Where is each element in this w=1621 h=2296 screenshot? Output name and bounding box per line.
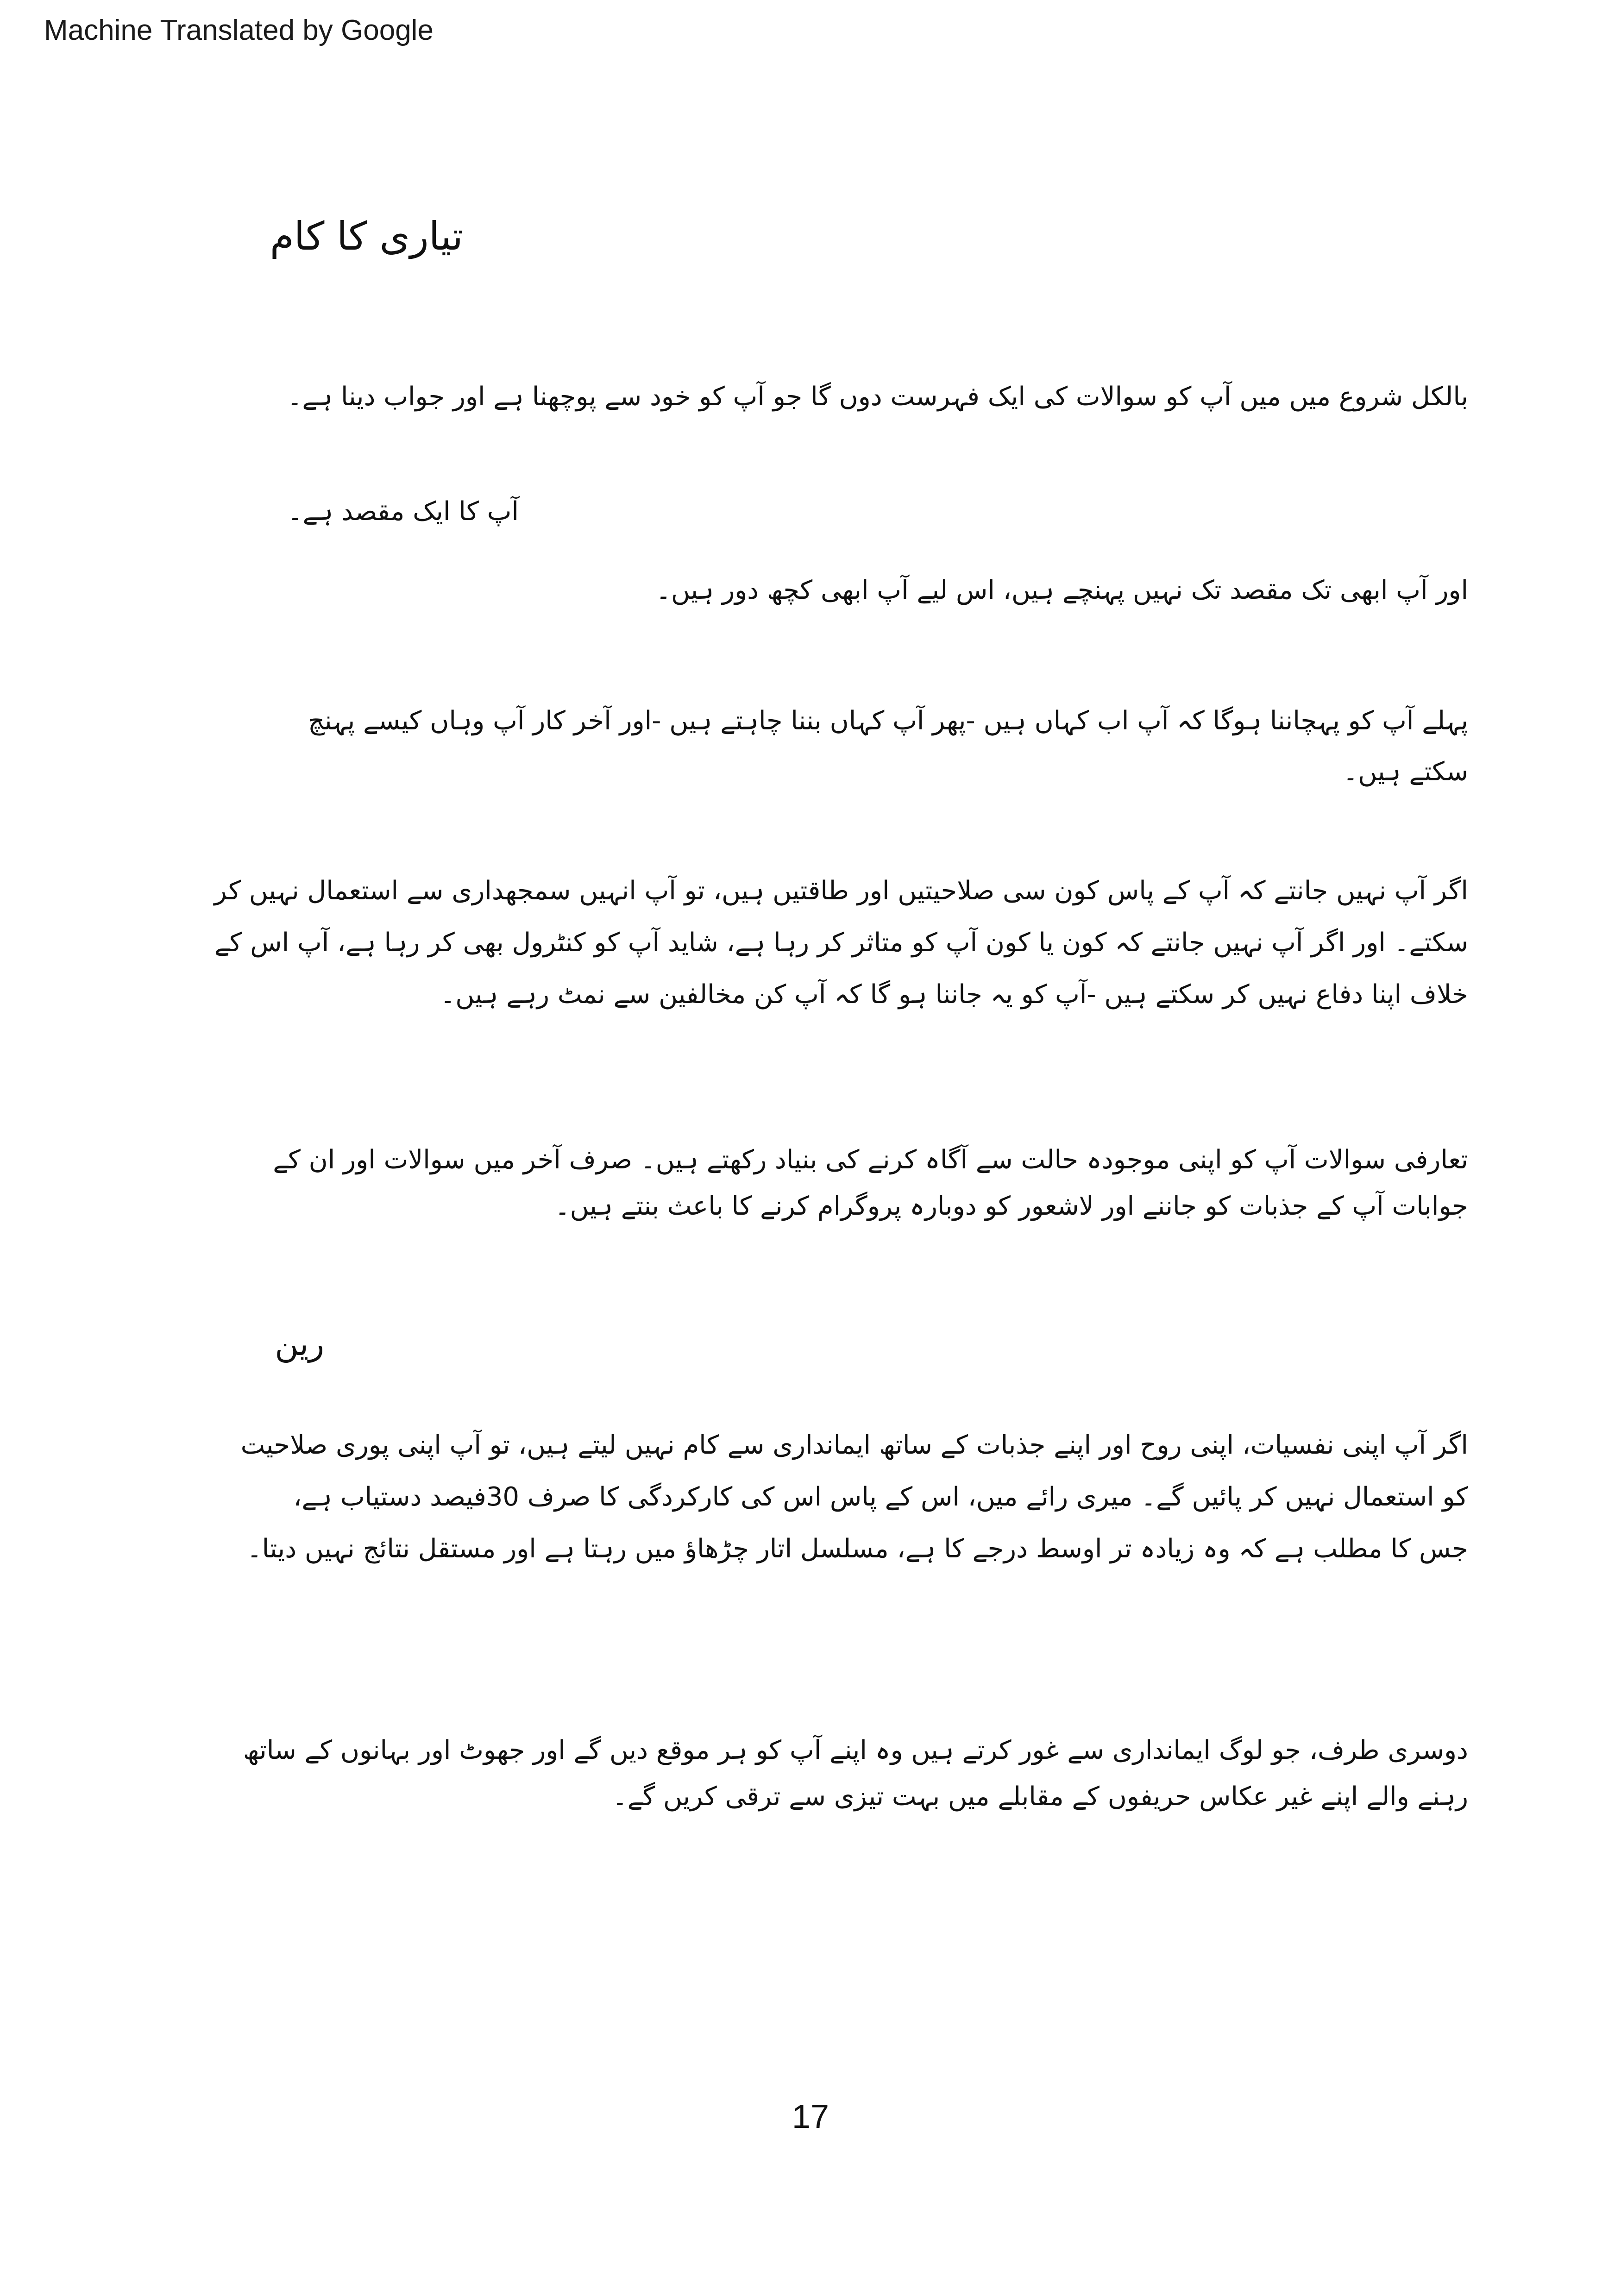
paragraph-honesty: اگر آپ اپنی نفسیات، اپنی روح اور اپنے جذبات کے ساتھ ایمانداری سے کام نہیں لیتے ہیں، تو آپ اپنی پوری صلاحیت کو استعمال نہیں کر پائیں گے۔ میری رائے میں، اس کے پاس اس کی کارکردگی کا صرف 30فیصد دستیاب ہے، جس کا مطلب ہے کہ وہ زیادہ تر اوسط درجے کا ہے، مسلسل اتار چڑھاؤ میں رہتا ہے اور مستقل نتائج نہیں دیتا۔ [240,1430,1468,1564]
paragraph-goal: آپ کا ایک مقصد ہے۔ [287,496,519,527]
paragraph-intro: بالکل شروع میں میں آپ کو سوالات کی ایک فہرست دوں گا جو آپ کو خود سے پوچھنا ہے اور جواب دینا ہے۔ [287,382,1468,412]
section-subheading: رین [275,1325,324,1363]
paragraph-other-side: دوسری طرف، جو لوگ ایمانداری سے غور کرتے ہیں وہ اپنے آپ کو ہر موقع دیں گے اور جھوٹ اور بہانوں کے ساتھ رہنے والے اپنے غیر عکاس حریفوں کے مقابلے میں بہت تیزی سے ترقی کریں گے۔ [243,1735,1468,1812]
paragraph-distance: اور آپ ابھی تک مقصد تک نہیں پہنچے ہیں، اس لیے آپ ابھی کچھ دور ہیں۔ [656,575,1468,605]
page-number: 17 [792,2098,829,2135]
paragraph-recognize: پہلے آپ کو پہچاننا ہوگا کہ آپ اب کہاں ہیں -پھر آپ کہاں بننا چاہتے ہیں -اور آخر کار آپ وہاں کیسے پہنچ سکتے ہیں۔ [308,706,1468,787]
page-title: تیاری کا کام [270,213,463,259]
paragraph-abilities: اگر آپ نہیں جانتے کہ آپ کے پاس کون سی صلاحیتیں اور طاقتیں ہیں، تو آپ انہیں سمجھداری سے استعمال نہیں کر سکتے۔ اور اگر آپ نہیں جانتے کہ کون یا کون آپ کو متاثر کر رہا ہے، شاید آپ کو کنٹرول بھی کر رہا ہے، آپ اس کے خلاف اپنا دفاع نہیں کر سکتے ہیں -آپ کو یہ جاننا ہو گا کہ آپ کن مخالفین سے نمٹ رہے ہیں۔ [214,876,1468,1010]
machine-translation-banner: Machine Translated by Google [44,14,434,46]
paragraph-intro-questions: تعارفی سوالات آپ کو اپنی موجودہ حالت سے آگاہ کرنے کی بنیاد رکھتے ہیں۔ صرف آخر میں سوالات اور ان کے جوابات آپ کے جذبات کو جاننے اور لاشعور کو دوبارہ پروگرام کرنے کا باعث بنتے ہیں۔ [273,1145,1468,1221]
